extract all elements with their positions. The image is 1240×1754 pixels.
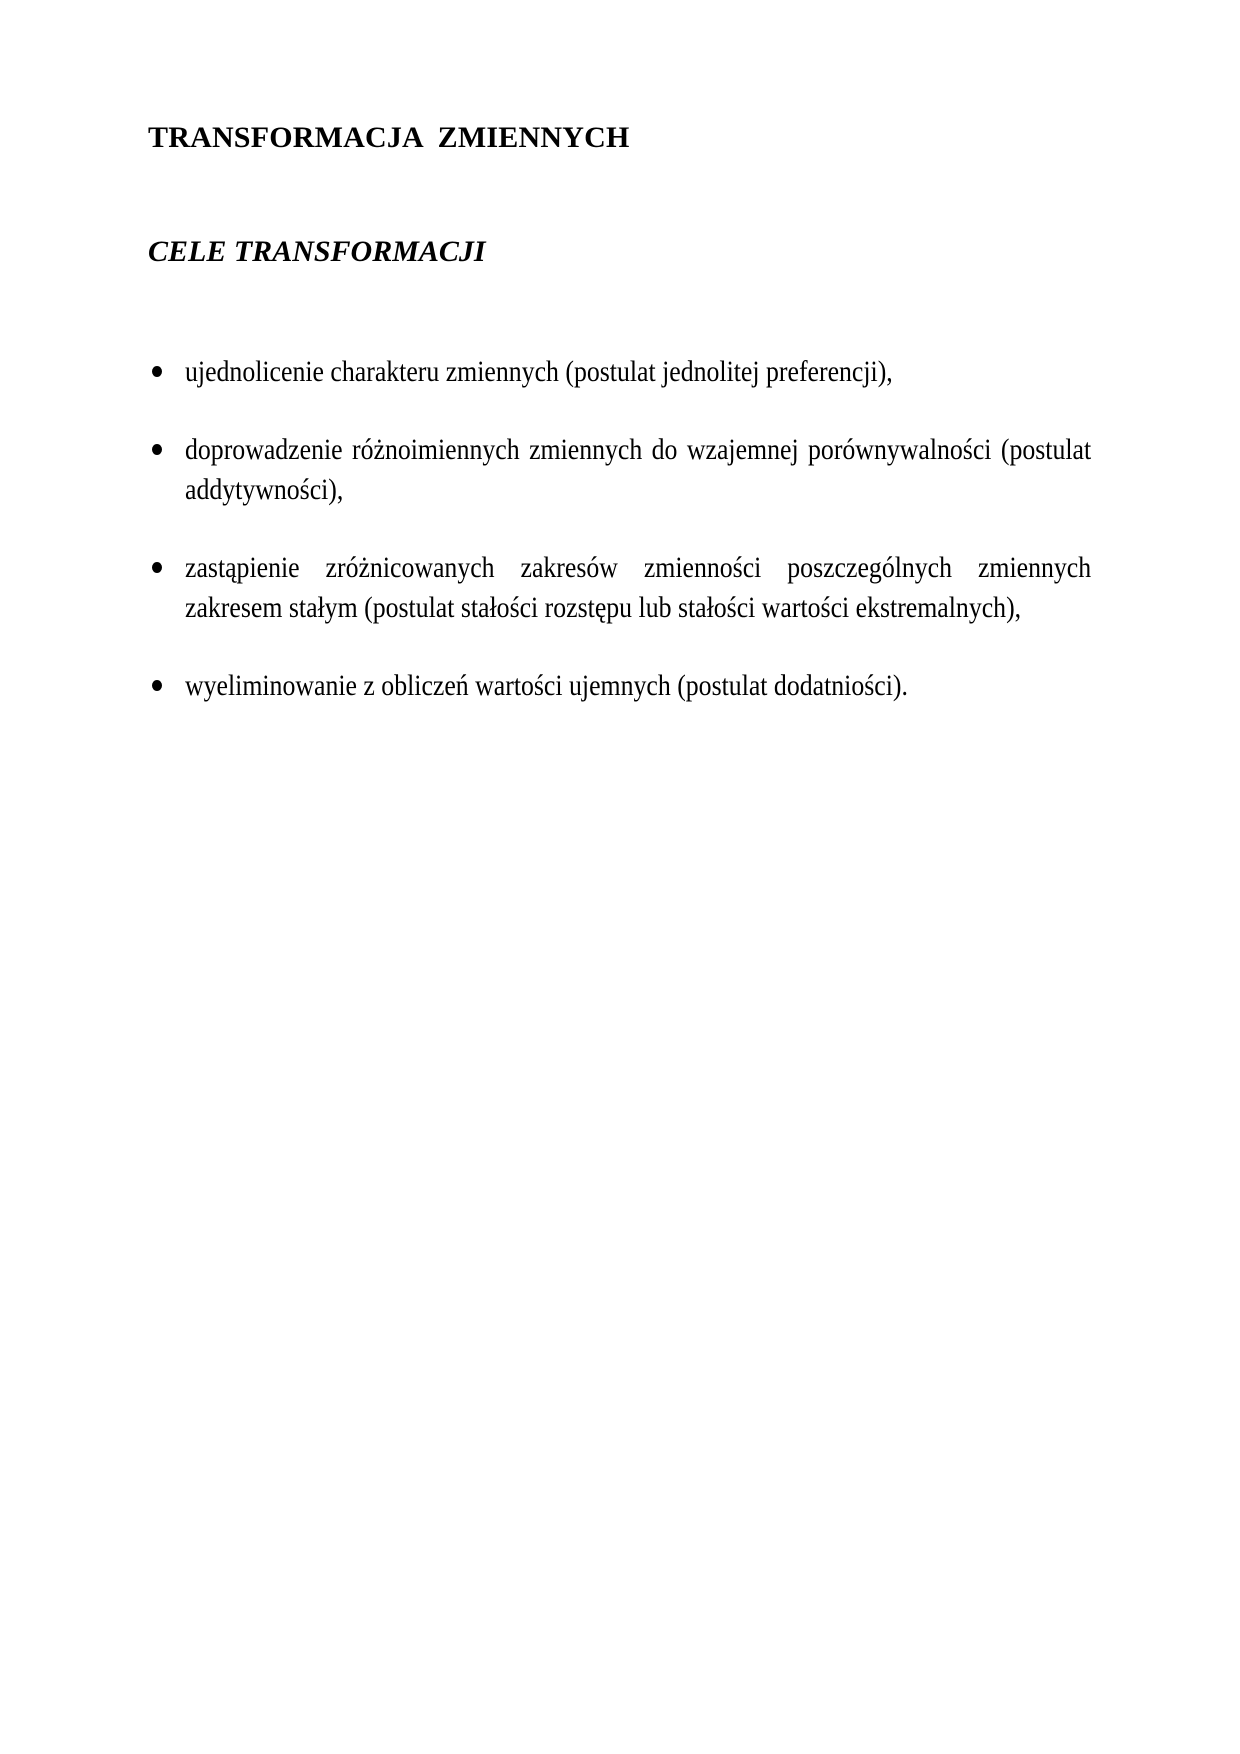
document-title: TRANSFORMACJA ZMIENNYCH <box>148 121 630 154</box>
bullet-icon <box>152 562 162 573</box>
list-item <box>148 548 1091 628</box>
list-item-text: ujednolicenie charakteru zmiennych (postulat jednolitej preferencji), <box>185 355 893 388</box>
bullet-icon <box>152 444 162 455</box>
bullet-icon <box>152 680 162 691</box>
list-item-text: doprowadzenie różnoimiennych zmiennych do wzajemnej porównywalności (postulat addytywności), <box>185 433 1092 506</box>
list-item-text: wyeliminowanie z obliczeń wartości ujemnych (postulat dodatniości). <box>185 669 908 702</box>
list-item <box>148 430 1091 510</box>
list-item <box>148 666 1091 706</box>
list-item <box>148 352 1091 392</box>
goals-list <box>148 352 1091 744</box>
list-item-text: zastąpienie zróżnicowanych zakresów zmienności poszczególnych zmiennych zakresem stałym (postulat stałości rozstępu lub stałości wartości ekstremalnych), <box>185 551 1092 624</box>
section-heading: CELE TRANSFORMACJI <box>148 235 486 268</box>
bullet-icon <box>152 366 162 377</box>
